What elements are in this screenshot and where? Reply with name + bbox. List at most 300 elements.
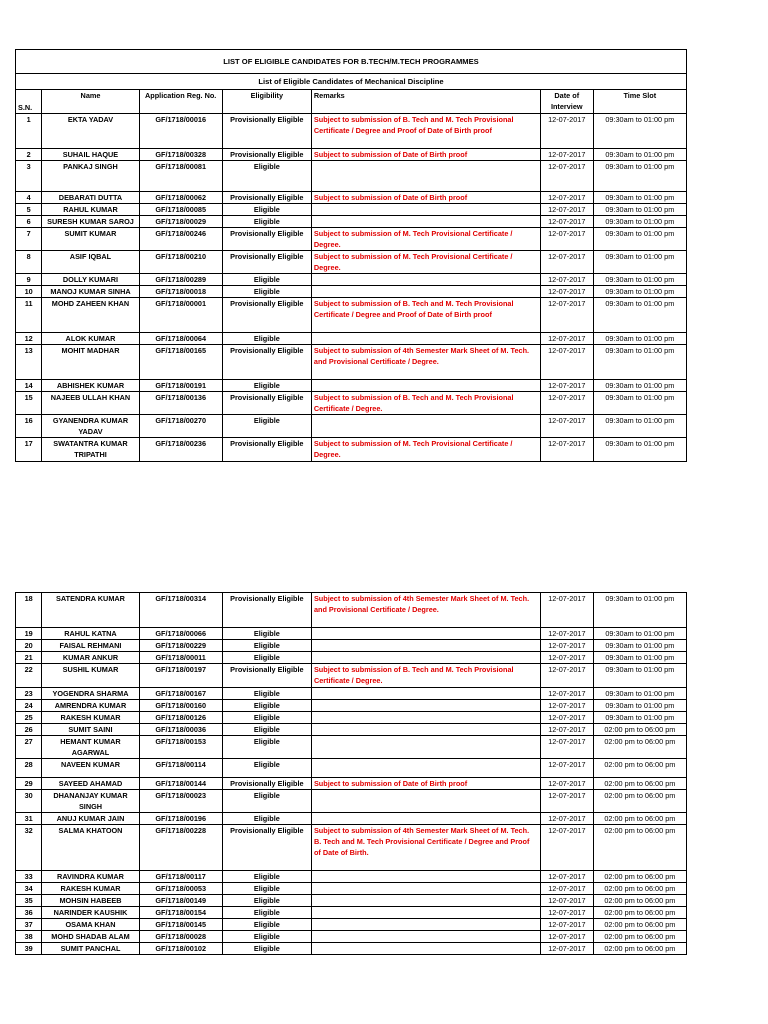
- cell-eligibility: Provisionally Eligible: [222, 345, 311, 380]
- cell-remarks: [311, 907, 540, 919]
- cell-eligibility: Provisionally Eligible: [222, 298, 311, 333]
- cell-sn: 37: [16, 919, 42, 931]
- table-row: [16, 345, 687, 380]
- cell-eligibility: Eligible: [222, 919, 311, 931]
- cell-sn: 1: [16, 114, 42, 149]
- cell-remarks: [311, 712, 540, 724]
- cell-remarks: Subject to submission of 4th Semester Mark Sheet of M. Tech. and Provisional Certificate / Degree.: [311, 593, 540, 628]
- cell-time-slot: 09:30am to 01:00 pm: [593, 664, 686, 688]
- cell-remarks: [311, 380, 540, 392]
- cell-time-slot: 09:30am to 01:00 pm: [593, 640, 686, 652]
- cell-time-slot: 09:30am to 01:00 pm: [593, 251, 686, 274]
- cell-eligibility: Eligible: [222, 216, 311, 228]
- cell-reg-no: GF/1718/00114: [139, 759, 222, 778]
- cell-name: SURESH KUMAR SAROJ: [42, 216, 139, 228]
- cell-sn: 11: [16, 298, 42, 333]
- cell-sn: 3: [16, 161, 42, 192]
- cell-remarks: [311, 216, 540, 228]
- cell-remarks: [311, 415, 540, 438]
- cell-date: 12-07-2017: [540, 149, 593, 161]
- cell-time-slot: 09:30am to 01:00 pm: [593, 286, 686, 298]
- cell-name: NARINDER KAUSHIK: [42, 907, 139, 919]
- cell-eligibility: Provisionally Eligible: [222, 251, 311, 274]
- cell-eligibility: Provisionally Eligible: [222, 228, 311, 251]
- cell-date: 12-07-2017: [541, 943, 594, 955]
- cell-eligibility: Eligible: [222, 652, 311, 664]
- cell-remarks: Subject to submission of B. Tech and M. Tech Provisional Certificate / Degree.: [311, 392, 540, 415]
- cell-sn: 22: [16, 664, 42, 688]
- cell-eligibility: Eligible: [222, 883, 311, 895]
- cell-eligibility: Provisionally Eligible: [222, 778, 311, 790]
- cell-date: 12-07-2017: [541, 724, 594, 736]
- cell-sn: 20: [16, 640, 42, 652]
- cell-remarks: [311, 871, 540, 883]
- cell-date: 12-07-2017: [540, 415, 593, 438]
- cell-remarks: Subject to submission of M. Tech Provisional Certificate / Degree.: [311, 251, 540, 274]
- cell-name: SUHAIL HAQUE: [42, 149, 139, 161]
- cell-name: SUSHIL KUMAR: [42, 664, 139, 688]
- cell-remarks: Subject to submission of B. Tech and M. Tech Provisional Certificate / Degree and Proof of Date of Birth proof: [311, 114, 540, 149]
- table-row: [16, 593, 687, 628]
- cell-eligibility: Eligible: [222, 274, 311, 286]
- cell-name: SATENDRA KUMAR: [42, 593, 139, 628]
- cell-remarks: [311, 790, 540, 813]
- cell-reg-no: GF/1718/00289: [139, 274, 222, 286]
- cell-reg-no: GF/1718/00001: [139, 298, 222, 333]
- candidates-table-page-1: [15, 49, 687, 462]
- cell-reg-no: GF/1718/00011: [139, 652, 222, 664]
- cell-eligibility: Provisionally Eligible: [222, 192, 311, 204]
- cell-remarks: [311, 895, 540, 907]
- cell-reg-no: GF/1718/00191: [139, 380, 222, 392]
- cell-name: DOLLY KUMARI: [42, 274, 139, 286]
- table-row: [16, 392, 687, 415]
- cell-sn: 29: [16, 778, 42, 790]
- cell-eligibility: Eligible: [222, 943, 311, 955]
- cell-sn: 19: [16, 628, 42, 640]
- cell-remarks: [311, 759, 540, 778]
- table-row: [16, 700, 687, 712]
- cell-time-slot: 02:00 pm to 06:00 pm: [593, 825, 686, 871]
- cell-name: SUMIT KUMAR: [42, 228, 139, 251]
- cell-name: SUMIT PANCHAL: [42, 943, 139, 955]
- table-row: [16, 712, 687, 724]
- table-row: [16, 192, 687, 204]
- cell-remarks: [311, 628, 540, 640]
- cell-date: 12-07-2017: [540, 251, 593, 274]
- cell-reg-no: GF/1718/00154: [139, 907, 222, 919]
- cell-remarks: Subject to submission of M. Tech Provisional Certificate / Degree.: [311, 438, 540, 462]
- cell-time-slot: 02:00 pm to 06:00 pm: [593, 883, 686, 895]
- cell-reg-no: GF/1718/00085: [139, 204, 222, 216]
- table-row: [16, 871, 687, 883]
- col-header-eligibility: Eligibility: [222, 90, 311, 114]
- table-row: [16, 149, 687, 161]
- table-row: [16, 664, 687, 688]
- cell-sn: 28: [16, 759, 42, 778]
- cell-date: 12-07-2017: [540, 114, 593, 149]
- cell-date: 12-07-2017: [541, 883, 594, 895]
- cell-reg-no: GF/1718/00314: [139, 593, 222, 628]
- table-row: [16, 228, 687, 251]
- cell-date: 12-07-2017: [541, 778, 594, 790]
- table-row: [16, 813, 687, 825]
- cell-sn: 39: [16, 943, 42, 955]
- cell-sn: 8: [16, 251, 42, 274]
- cell-sn: 4: [16, 192, 42, 204]
- cell-name: KUMAR ANKUR: [42, 652, 139, 664]
- cell-eligibility: Eligible: [222, 759, 311, 778]
- cell-sn: 15: [16, 392, 42, 415]
- cell-date: 12-07-2017: [540, 392, 593, 415]
- cell-reg-no: GF/1718/00210: [139, 251, 222, 274]
- cell-time-slot: 09:30am to 01:00 pm: [593, 593, 686, 628]
- cell-eligibility: Eligible: [222, 736, 311, 759]
- cell-name: RAHUL KATNA: [42, 628, 139, 640]
- cell-reg-no: GF/1718/00081: [139, 161, 222, 192]
- cell-reg-no: GF/1718/00165: [139, 345, 222, 380]
- cell-sn: 18: [16, 593, 42, 628]
- cell-reg-no: GF/1718/00136: [139, 392, 222, 415]
- cell-reg-no: GF/1718/00016: [139, 114, 222, 149]
- cell-remarks: [311, 883, 540, 895]
- cell-reg-no: GF/1718/00197: [139, 664, 222, 688]
- cell-time-slot: 09:30am to 01:00 pm: [593, 652, 686, 664]
- cell-date: 12-07-2017: [540, 380, 593, 392]
- cell-sn: 16: [16, 415, 42, 438]
- cell-reg-no: GF/1718/00236: [139, 438, 222, 462]
- cell-name: EKTA YADAV: [42, 114, 139, 149]
- cell-date: 12-07-2017: [541, 628, 594, 640]
- cell-date: 12-07-2017: [541, 700, 594, 712]
- cell-reg-no: GF/1718/00023: [139, 790, 222, 813]
- cell-date: 12-07-2017: [541, 688, 594, 700]
- cell-time-slot: 02:00 pm to 06:00 pm: [593, 759, 686, 778]
- cell-eligibility: Provisionally Eligible: [222, 114, 311, 149]
- cell-time-slot: 02:00 pm to 06:00 pm: [593, 895, 686, 907]
- cell-sn: 5: [16, 204, 42, 216]
- cell-remarks: [311, 333, 540, 345]
- table-row: [16, 790, 687, 813]
- cell-reg-no: GF/1718/00064: [139, 333, 222, 345]
- cell-name: RAVINDRA KUMAR: [42, 871, 139, 883]
- cell-date: 12-07-2017: [541, 907, 594, 919]
- cell-sn: 27: [16, 736, 42, 759]
- cell-time-slot: 09:30am to 01:00 pm: [593, 298, 686, 333]
- cell-name: ABHISHEK KUMAR: [42, 380, 139, 392]
- cell-date: 12-07-2017: [540, 216, 593, 228]
- cell-date: 12-07-2017: [540, 345, 593, 380]
- cell-time-slot: 02:00 pm to 06:00 pm: [593, 724, 686, 736]
- cell-reg-no: GF/1718/00117: [139, 871, 222, 883]
- cell-remarks: [311, 688, 540, 700]
- cell-time-slot: 09:30am to 01:00 pm: [593, 274, 686, 286]
- cell-name: HEMANT KUMAR AGARWAL: [42, 736, 139, 759]
- col-header-sn: S.N.: [16, 90, 42, 114]
- table-row: [16, 895, 687, 907]
- cell-date: 12-07-2017: [541, 825, 594, 871]
- cell-sn: 2: [16, 149, 42, 161]
- cell-date: 12-07-2017: [540, 228, 593, 251]
- cell-name: SALMA KHATOON: [42, 825, 139, 871]
- cell-date: 12-07-2017: [541, 652, 594, 664]
- cell-eligibility: Eligible: [222, 204, 311, 216]
- col-header-remarks: Remarks: [311, 90, 540, 114]
- cell-time-slot: 09:30am to 01:00 pm: [593, 345, 686, 380]
- cell-name: YOGENDRA SHARMA: [42, 688, 139, 700]
- cell-reg-no: GF/1718/00144: [139, 778, 222, 790]
- cell-date: 12-07-2017: [541, 736, 594, 759]
- cell-time-slot: 09:30am to 01:00 pm: [593, 392, 686, 415]
- cell-reg-no: GF/1718/00053: [139, 883, 222, 895]
- cell-eligibility: Eligible: [222, 286, 311, 298]
- table-row: [16, 736, 687, 759]
- cell-date: 12-07-2017: [541, 593, 594, 628]
- cell-eligibility: Eligible: [222, 931, 311, 943]
- cell-name: MOHD ZAHEEN KHAN: [42, 298, 139, 333]
- cell-eligibility: Eligible: [222, 628, 311, 640]
- cell-name: FAISAL REHMANI: [42, 640, 139, 652]
- cell-time-slot: 02:00 pm to 06:00 pm: [593, 736, 686, 759]
- cell-sn: 13: [16, 345, 42, 380]
- cell-sn: 10: [16, 286, 42, 298]
- cell-remarks: [311, 286, 540, 298]
- cell-reg-no: GF/1718/00126: [139, 712, 222, 724]
- cell-name: SAYEED AHAMAD: [42, 778, 139, 790]
- cell-time-slot: 09:30am to 01:00 pm: [593, 114, 686, 149]
- cell-name: SWATANTRA KUMAR TRIPATHI: [42, 438, 139, 462]
- cell-remarks: [311, 204, 540, 216]
- cell-eligibility: Eligible: [222, 380, 311, 392]
- cell-date: 12-07-2017: [541, 790, 594, 813]
- table-row: [16, 919, 687, 931]
- cell-eligibility: Eligible: [222, 161, 311, 192]
- cell-sn: 12: [16, 333, 42, 345]
- cell-date: 12-07-2017: [540, 161, 593, 192]
- cell-eligibility: Eligible: [222, 790, 311, 813]
- cell-reg-no: GF/1718/00145: [139, 919, 222, 931]
- col-header-time-slot: Time Slot: [593, 90, 686, 114]
- cell-eligibility: Provisionally Eligible: [222, 664, 311, 688]
- cell-sn: 14: [16, 380, 42, 392]
- cell-name: ANUJ KUMAR JAIN: [42, 813, 139, 825]
- cell-eligibility: Eligible: [222, 688, 311, 700]
- cell-eligibility: Eligible: [222, 724, 311, 736]
- cell-sn: 35: [16, 895, 42, 907]
- cell-reg-no: GF/1718/00246: [139, 228, 222, 251]
- cell-sn: 38: [16, 931, 42, 943]
- cell-sn: 7: [16, 228, 42, 251]
- cell-eligibility: Eligible: [222, 712, 311, 724]
- cell-remarks: Subject to submission of M. Tech Provisional Certificate / Degree.: [311, 228, 540, 251]
- table-row: [16, 333, 687, 345]
- cell-sn: 9: [16, 274, 42, 286]
- table-row: [16, 907, 687, 919]
- cell-eligibility: Provisionally Eligible: [222, 825, 311, 871]
- cell-name: RAKESH KUMAR: [42, 883, 139, 895]
- cell-remarks: Subject to submission of Date of Birth proof: [311, 149, 540, 161]
- cell-time-slot: 02:00 pm to 06:00 pm: [593, 813, 686, 825]
- cell-time-slot: 02:00 pm to 06:00 pm: [593, 778, 686, 790]
- table-row: [16, 161, 687, 192]
- cell-sn: 23: [16, 688, 42, 700]
- table-row: [16, 688, 687, 700]
- cell-time-slot: 09:30am to 01:00 pm: [593, 628, 686, 640]
- cell-name: MANOJ KUMAR SINHA: [42, 286, 139, 298]
- cell-time-slot: 09:30am to 01:00 pm: [593, 380, 686, 392]
- cell-remarks: [311, 724, 540, 736]
- cell-sn: 36: [16, 907, 42, 919]
- cell-time-slot: 02:00 pm to 06:00 pm: [593, 790, 686, 813]
- cell-time-slot: 02:00 pm to 06:00 pm: [593, 919, 686, 931]
- column-header-row: [16, 90, 687, 114]
- table-row: [16, 931, 687, 943]
- cell-eligibility: Eligible: [222, 813, 311, 825]
- cell-remarks: [311, 700, 540, 712]
- cell-reg-no: GF/1718/00228: [139, 825, 222, 871]
- cell-sn: 17: [16, 438, 42, 462]
- cell-sn: 33: [16, 871, 42, 883]
- cell-remarks: Subject to submission of 4th Semester Mark Sheet of M. Tech. B. Tech and M. Tech Provisional Certificate / Degree and Proof of Date of Birth.: [311, 825, 540, 871]
- cell-remarks: [311, 736, 540, 759]
- cell-sn: 24: [16, 700, 42, 712]
- table-row: [16, 825, 687, 871]
- cell-time-slot: 02:00 pm to 06:00 pm: [593, 871, 686, 883]
- cell-eligibility: Eligible: [222, 415, 311, 438]
- cell-name: GYANENDRA KUMAR YADAV: [42, 415, 139, 438]
- cell-sn: 31: [16, 813, 42, 825]
- cell-eligibility: Eligible: [222, 700, 311, 712]
- cell-name: MOHIT MADHAR: [42, 345, 139, 380]
- cell-date: 12-07-2017: [541, 895, 594, 907]
- table-row: [16, 438, 687, 462]
- candidates-table-page-2: [15, 592, 687, 955]
- cell-date: 12-07-2017: [541, 919, 594, 931]
- col-header-date: Date of Interview: [540, 90, 593, 114]
- table-row: [16, 216, 687, 228]
- cell-remarks: [311, 161, 540, 192]
- cell-eligibility: Eligible: [222, 640, 311, 652]
- cell-name: RAHUL KUMAR: [42, 204, 139, 216]
- cell-remarks: [311, 931, 540, 943]
- cell-time-slot: 09:30am to 01:00 pm: [593, 438, 686, 462]
- cell-name: AMRENDRA KUMAR: [42, 700, 139, 712]
- table-row: [16, 380, 687, 392]
- cell-date: 12-07-2017: [541, 712, 594, 724]
- cell-name: PANKAJ SINGH: [42, 161, 139, 192]
- cell-remarks: Subject to submission of B. Tech and M. Tech Provisional Certificate / Degree and Proof of Date of Birth proof: [311, 298, 540, 333]
- table-row: [16, 251, 687, 274]
- cell-name: RAKESH KUMAR: [42, 712, 139, 724]
- cell-date: 12-07-2017: [541, 871, 594, 883]
- cell-time-slot: 09:30am to 01:00 pm: [593, 149, 686, 161]
- cell-eligibility: Eligible: [222, 871, 311, 883]
- cell-date: 12-07-2017: [540, 204, 593, 216]
- cell-remarks: [311, 274, 540, 286]
- table-row: [16, 640, 687, 652]
- table-row: [16, 883, 687, 895]
- table-row: [16, 759, 687, 778]
- cell-time-slot: 02:00 pm to 06:00 pm: [593, 931, 686, 943]
- cell-remarks: [311, 813, 540, 825]
- table-row: [16, 943, 687, 955]
- cell-remarks: [311, 652, 540, 664]
- cell-name: MOHSIN HABEEB: [42, 895, 139, 907]
- table-row: [16, 204, 687, 216]
- cell-time-slot: 09:30am to 01:00 pm: [593, 700, 686, 712]
- cell-name: MOHD SHADAB ALAM: [42, 931, 139, 943]
- cell-reg-no: GF/1718/00270: [139, 415, 222, 438]
- cell-eligibility: Provisionally Eligible: [222, 149, 311, 161]
- discipline-subtitle: List of Eligible Candidates of Mechanical Discipline: [16, 74, 687, 90]
- cell-name: NAJEEB ULLAH KHAN: [42, 392, 139, 415]
- cell-eligibility: Eligible: [222, 907, 311, 919]
- cell-date: 12-07-2017: [541, 931, 594, 943]
- cell-time-slot: 09:30am to 01:00 pm: [593, 688, 686, 700]
- cell-date: 12-07-2017: [541, 813, 594, 825]
- cell-remarks: Subject to submission of 4th Semester Mark Sheet of M. Tech. and Provisional Certificate / Degree.: [311, 345, 540, 380]
- table-row: [16, 286, 687, 298]
- cell-reg-no: GF/1718/00062: [139, 192, 222, 204]
- table-row: [16, 415, 687, 438]
- cell-sn: 21: [16, 652, 42, 664]
- cell-reg-no: GF/1718/00036: [139, 724, 222, 736]
- cell-date: 12-07-2017: [541, 664, 594, 688]
- cell-time-slot: 09:30am to 01:00 pm: [593, 192, 686, 204]
- cell-remarks: [311, 640, 540, 652]
- cell-sn: 32: [16, 825, 42, 871]
- table-row: [16, 778, 687, 790]
- cell-remarks: Subject to submission of Date of Birth proof: [311, 778, 540, 790]
- table-row: [16, 628, 687, 640]
- cell-sn: 34: [16, 883, 42, 895]
- cell-name: DEBARATI DUTTA: [42, 192, 139, 204]
- cell-date: 12-07-2017: [541, 640, 594, 652]
- cell-reg-no: GF/1718/00153: [139, 736, 222, 759]
- cell-eligibility: Eligible: [222, 895, 311, 907]
- cell-time-slot: 09:30am to 01:00 pm: [593, 161, 686, 192]
- cell-date: 12-07-2017: [540, 298, 593, 333]
- cell-reg-no: GF/1718/00029: [139, 216, 222, 228]
- cell-date: 12-07-2017: [541, 759, 594, 778]
- cell-name: SUMIT SAINI: [42, 724, 139, 736]
- cell-reg-no: GF/1718/00102: [139, 943, 222, 955]
- cell-name: ALOK KUMAR: [42, 333, 139, 345]
- cell-remarks: [311, 919, 540, 931]
- cell-reg-no: GF/1718/00229: [139, 640, 222, 652]
- cell-remarks: Subject to submission of B. Tech and M. Tech Provisional Certificate / Degree.: [311, 664, 540, 688]
- col-header-name: Name: [42, 90, 139, 114]
- cell-time-slot: 09:30am to 01:00 pm: [593, 216, 686, 228]
- cell-eligibility: Provisionally Eligible: [222, 392, 311, 415]
- cell-sn: 25: [16, 712, 42, 724]
- cell-eligibility: Provisionally Eligible: [222, 593, 311, 628]
- cell-name: NAVEEN KUMAR: [42, 759, 139, 778]
- cell-eligibility: Provisionally Eligible: [222, 438, 311, 462]
- cell-time-slot: 09:30am to 01:00 pm: [593, 228, 686, 251]
- cell-eligibility: Eligible: [222, 333, 311, 345]
- table-row: [16, 274, 687, 286]
- document-title: LIST OF ELIGIBLE CANDIDATES FOR B.TECH/M.TECH PROGRAMMES: [16, 50, 687, 74]
- cell-name: DHANANJAY KUMAR SINGH: [42, 790, 139, 813]
- cell-sn: 26: [16, 724, 42, 736]
- table-row: [16, 298, 687, 333]
- table-row: [16, 724, 687, 736]
- cell-sn: 30: [16, 790, 42, 813]
- cell-time-slot: 09:30am to 01:00 pm: [593, 333, 686, 345]
- cell-reg-no: GF/1718/00066: [139, 628, 222, 640]
- cell-reg-no: GF/1718/00167: [139, 688, 222, 700]
